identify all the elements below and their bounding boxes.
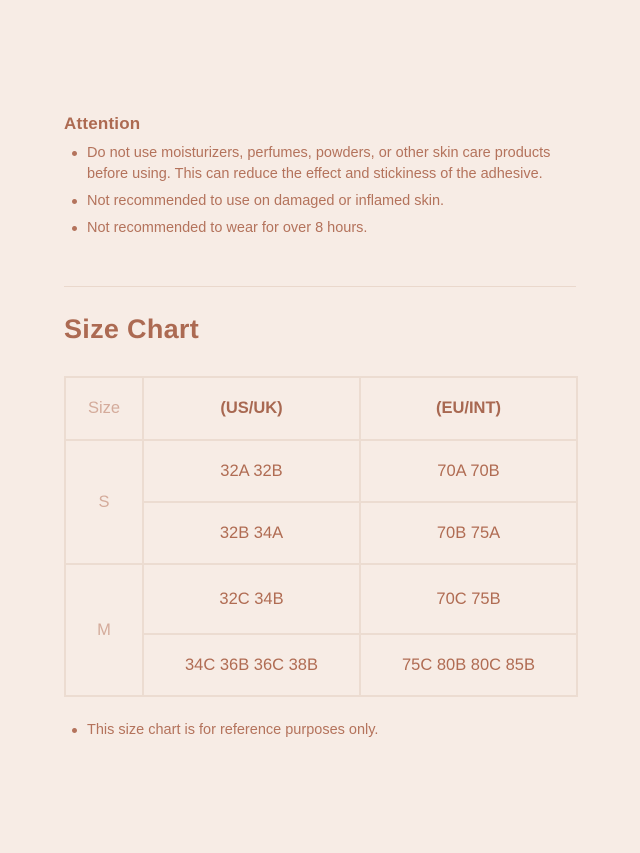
size-cell-s: S: [65, 440, 143, 564]
eu-int-cell: 70A 70B: [360, 440, 577, 502]
header-size: Size: [65, 377, 143, 440]
table-row: [65, 440, 577, 502]
table-row: [65, 564, 577, 634]
us-uk-cell: 32B 34A: [143, 502, 360, 564]
attention-heading: Attention: [64, 114, 141, 133]
header-us-uk: (US/UK): [143, 377, 360, 440]
attention-list: [64, 143, 576, 245]
size-chart-note: This size chart is for reference purposes only.: [64, 720, 576, 741]
attention-item-wear-duration: Not recommended to wear for over 8 hours.: [64, 218, 576, 239]
size-chart-note-list: [64, 720, 576, 741]
header-eu-int: (EU/INT): [360, 377, 577, 440]
eu-int-cell: 70C 75B: [360, 564, 577, 634]
table-header-row: [65, 377, 577, 440]
attention-item-damaged-skin: Not recommended to use on damaged or inflamed skin.: [64, 191, 576, 212]
us-uk-cell: 32C 34B: [143, 564, 360, 634]
attention-item-moisturizers: Do not use moisturizers, perfumes, powders, or other skin care products before using. This can reduce the effect and stickiness of the adhesive.: [64, 143, 576, 185]
us-uk-cell: 32A 32B: [143, 440, 360, 502]
size-chart-table: [64, 376, 578, 697]
eu-int-cell: 75C 80B 80C 85B: [360, 634, 577, 696]
eu-int-cell: 70B 75A: [360, 502, 577, 564]
us-uk-cell: 34C 36B 36C 38B: [143, 634, 360, 696]
size-cell-m: M: [65, 564, 143, 696]
size-chart-heading: Size Chart: [64, 314, 200, 344]
section-divider: [64, 286, 576, 287]
